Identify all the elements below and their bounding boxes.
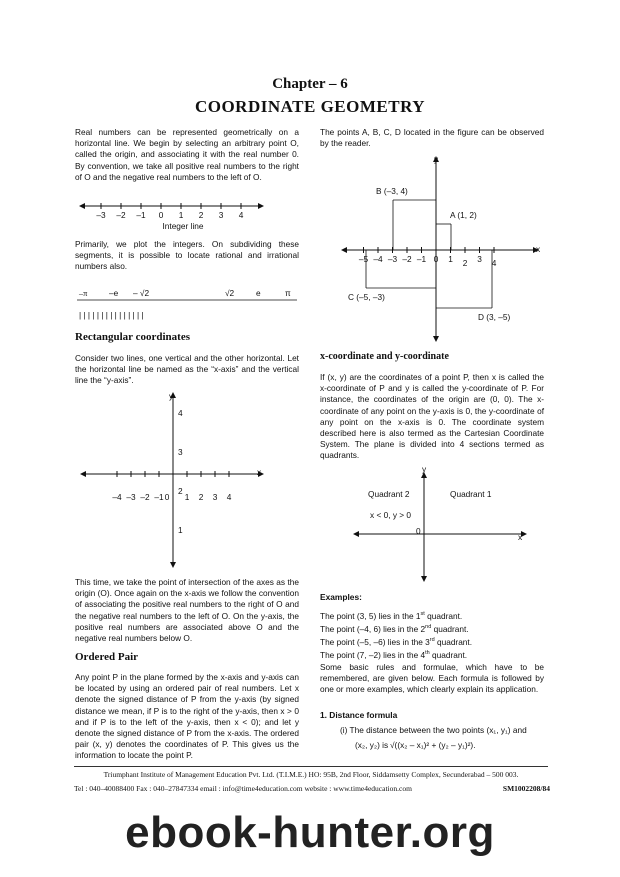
- x-axis-label: x: [257, 467, 262, 477]
- page-title: COORDINATE GEOMETRY: [194, 97, 426, 116]
- neg-sqrt2-label: – √2: [133, 288, 150, 298]
- x-tick-label: –2: [140, 492, 150, 502]
- footer-code: SM1002208/84: [502, 784, 550, 793]
- chapter-label: Chapter – 6: [272, 76, 348, 92]
- rect-heading: Rectangular coordinates: [75, 331, 190, 343]
- points-figure: [320, 148, 546, 348]
- sqrt2-label: √2: [225, 288, 235, 298]
- footer-contact: Tel : 040–40088400 Fax : 040–27847334 email : info@time4education.com website : www.time4education.com: [74, 784, 412, 793]
- quadrant-2-condition: x < 0, y > 0: [370, 510, 412, 520]
- subdivide-paragraph: Primarily, we plot the integers. On subdividing these segments, it is possible to locate rational and irrational numbers also.: [75, 239, 299, 272]
- x-tick-label: 1: [184, 492, 190, 502]
- x-tick-label: –3: [387, 254, 398, 264]
- quadrant-2-label: Quadrant 2: [368, 489, 410, 499]
- irrational-bars: | | | | | | | | | | | | | | |: [79, 310, 144, 320]
- y-axis-label: y: [422, 464, 427, 474]
- irrational-line-figure: [75, 286, 299, 322]
- integer-tick-label: 0: [158, 210, 164, 220]
- y-tick-label: 2: [178, 486, 183, 496]
- integer-tick-label: 2: [198, 210, 204, 220]
- y-axis-label: y: [434, 154, 439, 164]
- point-d-label: D (3, –5): [478, 312, 511, 322]
- integer-line-figure: [75, 196, 299, 234]
- integer-tick-label: 4: [238, 210, 244, 220]
- xy-paragraph: If (x, y) are the coordinates of a point P, then x is called the x-coordinate of P and y is called the y-coordinate of P. For instance, the coordinates of the origin are (0, 0). The x-coordinate of any point on the y-axis is 0, the y-coordinate of any point on the x-axis is 0. The coordinate system described here is also termed as the Cartesian Coordinate System. The plane is divided into 4 sections termed as quadrants.: [320, 372, 544, 461]
- x-axis-label: x: [536, 244, 541, 254]
- ordered-paragraph: Any point P in the plane formed by the x-axis and y-axis can be located by using an ordered pair of real numbers. Let x denote the signed distance of P from the y-axis (by signed distance we mean, if P is to the right of the y-axis, then x > 0 and if P is to the left of the y-axis, then x < 0); and let y denote the signed distance of P from the x-axis. The ordered pair (x, y) denotes the coordinates of P. This gives us the information to locate the point P.: [75, 672, 299, 761]
- rect-paragraph: Consider two lines, one vertical and the other horizontal. Let the horizontal line be named as the “x-axis” and the vertical line the “y-axis”.: [75, 353, 299, 386]
- distance-formula: √((x₂ – x₁)² + (y₂ – y₁)²).: [390, 740, 476, 750]
- ordered-heading: Ordered Pair: [75, 651, 139, 663]
- x-tick-label: 3: [477, 254, 482, 264]
- x-tick-label: 2: [462, 258, 468, 268]
- x-tick-label: –3: [126, 492, 136, 502]
- example-item: The point (3, 5) lies in the 1st quadrant.: [320, 610, 463, 621]
- x-tick-label: 3: [212, 492, 218, 502]
- x-tick-label: 4: [226, 492, 232, 502]
- xy-heading: x-coordinate and y-coordinate: [320, 351, 449, 362]
- point-a-label: A (1, 2): [450, 210, 477, 220]
- examples-list: [320, 609, 544, 661]
- example-item: The point (–5, –6) lies in the 3rd quadrant.: [320, 636, 473, 647]
- x-tick-label: 4: [491, 258, 497, 268]
- integer-tick-label: –1: [136, 210, 146, 220]
- x-tick-label: –1: [416, 254, 427, 264]
- intersection-paragraph: This time, we take the point of intersection of the axes as the origin (O). Once again on the x-axis we follow the convention of associating the positive real numbers to the right of O and the negative real numbers to the left of O. On the y-axis, the positive real numbers are associated above O and the negative real numbers below O.: [75, 577, 299, 644]
- x-tick-label: –5: [358, 254, 369, 264]
- point-b-label: B (–3, 4): [376, 186, 408, 196]
- x-tick-label: 2: [198, 492, 204, 502]
- integer-tick-label: –3: [96, 210, 106, 220]
- neg-e-label: –e: [109, 288, 119, 298]
- pi-label: π: [285, 288, 291, 298]
- y-tick-label: 4: [178, 408, 183, 418]
- points-paragraph: The points A, B, C, D located in the figure can be observed by the reader.: [320, 127, 544, 149]
- integer-tick-label: 1: [178, 210, 184, 220]
- integer-line-caption: Integer line: [162, 221, 204, 231]
- examples-heading: Examples:: [320, 592, 362, 602]
- example-item: The point (–4, 6) lies in the 2nd quadrant.: [320, 623, 469, 634]
- intro-paragraph: Real numbers can be represented geometrically on a horizontal line. We begin by selecting an arbitrary point O, called the origin, and associating it with the real number 0. By convention, we take all positive real numbers to the right of O and the negative real numbers to the left of O.: [75, 127, 299, 182]
- footer-divider: [74, 766, 548, 767]
- e-label: e: [256, 288, 261, 298]
- rules-paragraph: Some basic rules and formulae, which have to be remembered, are given below. Each formula is followed by one or more examples, which clearly explain its application.: [320, 662, 544, 695]
- x-tick-label: 0: [164, 492, 170, 502]
- integer-tick-label: 3: [218, 210, 224, 220]
- quadrant-1-label: Quadrant 1: [450, 489, 492, 499]
- example-item: The point (7, –2) lies in the 4th quadrant.: [320, 649, 468, 660]
- y-tick-label: 1: [178, 525, 183, 535]
- distance-item: (i) The distance between the two points (x₁, y₁) and: [340, 725, 527, 735]
- origin-label: 0: [416, 526, 421, 536]
- y-axis-label: y: [169, 391, 174, 401]
- distance-item-2: (x₂, y₂) is: [355, 740, 389, 750]
- x-tick-label: –4: [112, 492, 122, 502]
- y-tick-label: 3: [178, 447, 183, 457]
- x-tick-label: –1: [154, 492, 164, 502]
- quadrant-figure: [320, 462, 546, 588]
- point-c-label: C (–5, –3): [348, 292, 385, 302]
- axes-figure: [75, 388, 299, 570]
- watermark: ebook-hunter.org: [125, 808, 495, 857]
- x-tick-label: 1: [448, 254, 453, 264]
- x-tick-label: –4: [373, 254, 383, 264]
- x-tick-label: –2: [402, 254, 412, 264]
- footer-address: Triumphant Institute of Management Education Pvt. Ltd. (T.I.M.E.) HO: 95B, 2nd Floor, Siddamsetty Complex, Secunderabad – 500 003.: [103, 770, 519, 779]
- neg-pi-label: –π: [79, 289, 88, 298]
- x-axis-label: x: [518, 532, 523, 542]
- integer-tick-label: –2: [116, 210, 126, 220]
- x-tick-label: 0: [433, 254, 439, 264]
- distance-heading: 1. Distance formula: [320, 710, 398, 720]
